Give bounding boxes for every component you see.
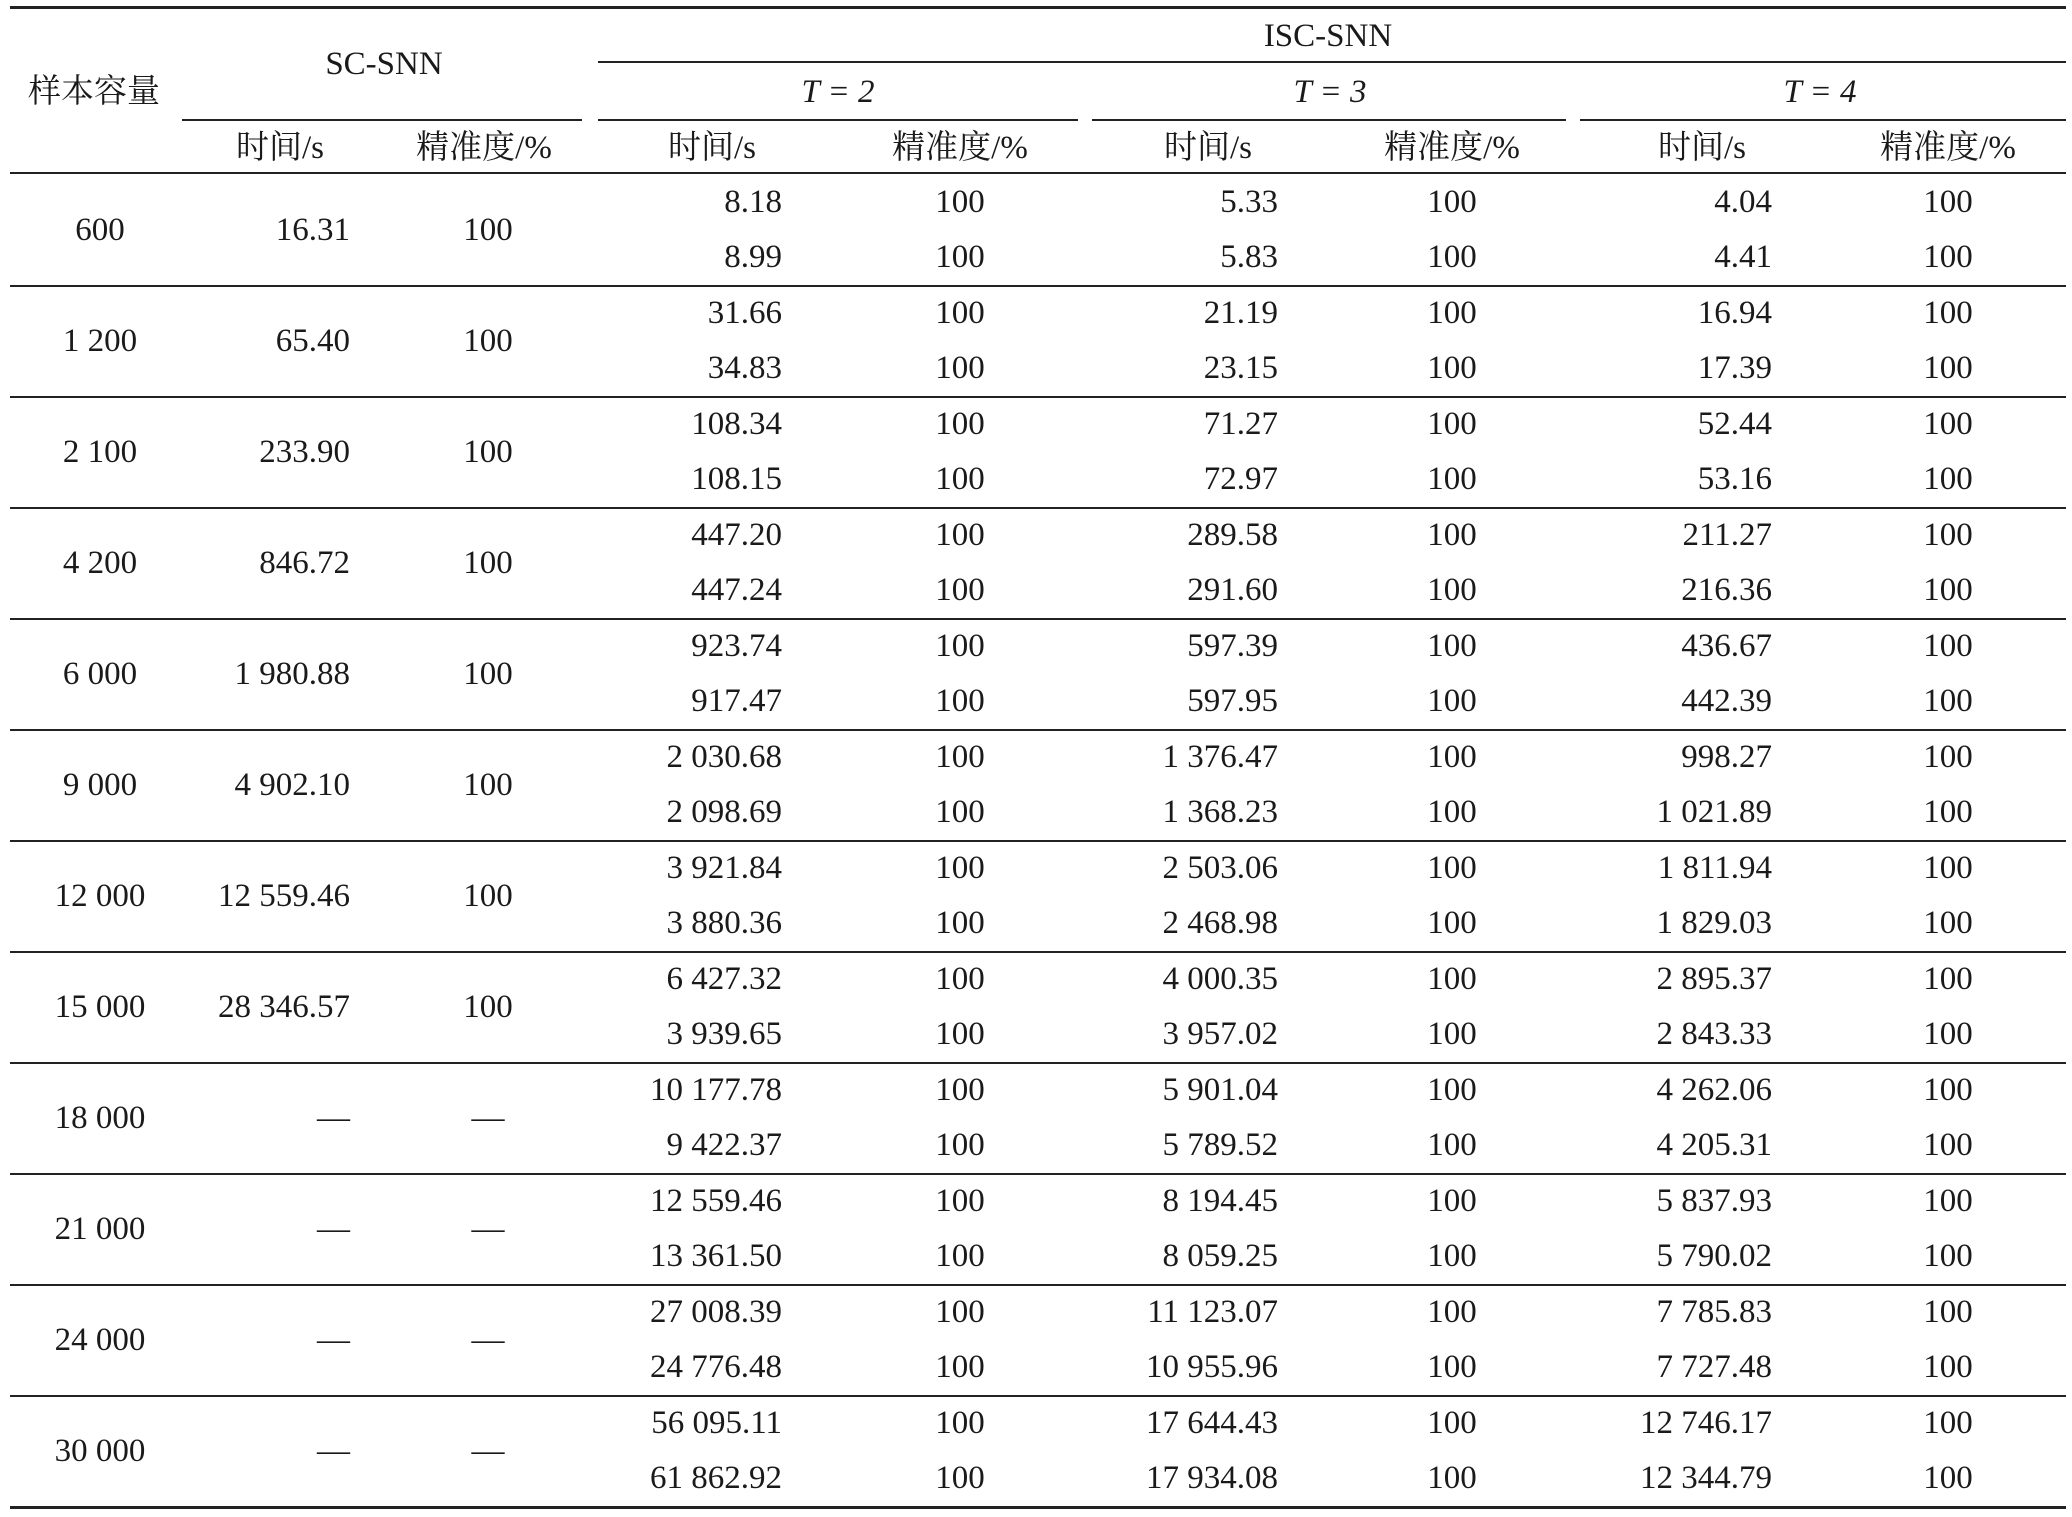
- sc-snn-accuracy-cell: 100: [463, 766, 513, 803]
- isc-t4-accuracy-cell: 100: [1923, 239, 1973, 276]
- header-accuracy: 精准度/%: [416, 130, 552, 166]
- isc-t3-time-cell: 289.58: [1187, 516, 1278, 553]
- isc-t4-accuracy-cell: 100: [1923, 794, 1973, 831]
- isc-t4-accuracy-cell: 100: [1923, 350, 1973, 387]
- isc-t3-time-cell: 5 789.52: [1162, 1127, 1278, 1164]
- sc-snn-time-cell: 4 902.10: [234, 766, 350, 803]
- sc-snn-time-cell: 12 559.46: [218, 877, 350, 914]
- isc-t2-time-cell: 34.83: [707, 350, 782, 387]
- isc-t2-accuracy-cell: 100: [935, 1293, 985, 1330]
- row-separator: [10, 1284, 2066, 1286]
- isc-t3-time-cell: 597.39: [1187, 627, 1278, 664]
- isc-t2-accuracy-cell: 100: [935, 905, 985, 942]
- sc-snn-accuracy-cell: 100: [463, 433, 513, 470]
- isc-t4-time-cell: 16.94: [1697, 294, 1772, 331]
- isc-t3-accuracy-cell: 100: [1427, 1293, 1477, 1330]
- isc-t2-accuracy-cell: 100: [935, 960, 985, 997]
- isc-t2-accuracy-cell: 100: [935, 239, 985, 276]
- isc-t4-time-cell: 216.36: [1681, 572, 1772, 609]
- row-separator: [10, 1062, 2066, 1064]
- isc-t3-accuracy-cell: 100: [1427, 738, 1477, 775]
- isc-t4-accuracy-cell: 100: [1923, 183, 1973, 220]
- isc-t2-accuracy-cell: 100: [935, 572, 985, 609]
- isc-t4-time-cell: 442.39: [1681, 683, 1772, 720]
- isc-t2-time-cell: 27 008.39: [650, 1293, 782, 1330]
- isc-t3-accuracy-cell: 100: [1427, 627, 1477, 664]
- isc-t2-accuracy-cell: 100: [935, 1460, 985, 1497]
- header-accuracy: 精准度/%: [1880, 130, 2016, 166]
- isc-t4-time-cell: 1 021.89: [1656, 794, 1772, 831]
- isc-t2-accuracy-cell: 100: [935, 350, 985, 387]
- sc-snn-time-cell: 1 980.88: [234, 655, 350, 692]
- row-separator: [10, 840, 2066, 842]
- sample-size-cell: 6 000: [62, 655, 138, 692]
- isc-t2-time-cell: 56 095.11: [651, 1404, 782, 1441]
- isc-t3-time-cell: 21.19: [1203, 294, 1278, 331]
- isc-t4-time-cell: 436.67: [1681, 627, 1772, 664]
- isc-t2-accuracy-cell: 100: [935, 294, 985, 331]
- isc-t2-time-cell: 31.66: [707, 294, 782, 331]
- sc-snn-time-cell: —: [317, 1210, 350, 1247]
- isc-t4-time-cell: 1 811.94: [1657, 849, 1772, 886]
- isc-t3-time-cell: 2 503.06: [1162, 849, 1278, 886]
- isc-t3-time-cell: 4 000.35: [1162, 960, 1278, 997]
- isc-t3-accuracy-cell: 100: [1427, 1071, 1477, 1108]
- t4-subheader-rule: [1580, 119, 2066, 121]
- isc-t3-accuracy-cell: 100: [1427, 239, 1477, 276]
- sc-snn-time-cell: 65.40: [275, 322, 350, 359]
- isc-t2-accuracy-cell: 100: [935, 1016, 985, 1053]
- isc-t4-accuracy-cell: 100: [1923, 1460, 1973, 1497]
- sample-size-cell: 2 100: [62, 433, 138, 470]
- sample-size-cell: 21 000: [54, 1210, 146, 1247]
- isc-t4-time-cell: 12 344.79: [1640, 1460, 1772, 1497]
- isc-t2-time-cell: 3 880.36: [666, 905, 782, 942]
- isc-t4-time-cell: 1 829.03: [1656, 905, 1772, 942]
- sc-snn-subheader-rule: [182, 119, 582, 121]
- sc-snn-accuracy-cell: 100: [463, 655, 513, 692]
- sc-snn-accuracy-cell: 100: [463, 988, 513, 1025]
- row-separator: [10, 951, 2066, 953]
- isc-t2-accuracy-cell: 100: [935, 516, 985, 553]
- sc-snn-time-cell: —: [317, 1432, 350, 1469]
- isc-t2-accuracy-cell: 100: [935, 461, 985, 498]
- sample-size-cell: 9 000: [62, 766, 138, 803]
- sample-size-cell: 30 000: [54, 1432, 146, 1469]
- isc-t4-accuracy-cell: 100: [1923, 461, 1973, 498]
- isc-snn-underline: [598, 61, 2066, 63]
- header-sample-size: 样本容量: [28, 74, 160, 110]
- isc-t3-accuracy-cell: 100: [1427, 1238, 1477, 1275]
- isc-t3-accuracy-cell: 100: [1427, 1182, 1477, 1219]
- header-isc-snn: ISC-SNN: [1263, 18, 1393, 54]
- isc-t4-accuracy-cell: 100: [1923, 627, 1973, 664]
- isc-t4-accuracy-cell: 100: [1923, 1016, 1973, 1053]
- sample-size-cell: 12 000: [54, 877, 146, 914]
- isc-t4-time-cell: 998.27: [1681, 738, 1772, 775]
- isc-t3-accuracy-cell: 100: [1427, 1016, 1477, 1053]
- isc-t3-time-cell: 5.33: [1220, 183, 1278, 220]
- sc-snn-accuracy-cell: 100: [463, 211, 513, 248]
- isc-t3-accuracy-cell: 100: [1427, 461, 1477, 498]
- isc-t2-accuracy-cell: 100: [935, 627, 985, 664]
- header-t-value: T = 4: [1783, 74, 1857, 110]
- isc-t4-accuracy-cell: 100: [1923, 1349, 1973, 1386]
- sample-size-cell: 1 200: [62, 322, 138, 359]
- row-separator: [10, 285, 2066, 287]
- isc-t2-time-cell: 8.18: [724, 183, 782, 220]
- isc-t4-time-cell: 2 895.37: [1656, 960, 1772, 997]
- isc-t3-accuracy-cell: 100: [1427, 794, 1477, 831]
- isc-t2-time-cell: 917.47: [691, 683, 782, 720]
- isc-t4-accuracy-cell: 100: [1923, 572, 1973, 609]
- isc-t4-time-cell: 53.16: [1697, 461, 1772, 498]
- isc-t4-time-cell: 4 205.31: [1656, 1127, 1772, 1164]
- isc-t4-accuracy-cell: 100: [1923, 294, 1973, 331]
- isc-t3-accuracy-cell: 100: [1427, 905, 1477, 942]
- isc-t4-accuracy-cell: 100: [1923, 1127, 1973, 1164]
- isc-t2-time-cell: 9 422.37: [666, 1127, 782, 1164]
- isc-t3-accuracy-cell: 100: [1427, 1349, 1477, 1386]
- sc-snn-time-cell: 16.31: [275, 211, 350, 248]
- isc-t3-accuracy-cell: 100: [1427, 960, 1477, 997]
- isc-t3-time-cell: 5 901.04: [1162, 1071, 1278, 1108]
- row-separator: [10, 396, 2066, 398]
- isc-t4-time-cell: 4.41: [1714, 239, 1772, 276]
- isc-t2-time-cell: 12 559.46: [650, 1182, 782, 1219]
- row-separator: [10, 1173, 2066, 1175]
- bottom-rule: [10, 1506, 2066, 1509]
- isc-t2-time-cell: 10 177.78: [650, 1071, 782, 1108]
- isc-t4-time-cell: 5 837.93: [1656, 1182, 1772, 1219]
- row-separator: [10, 507, 2066, 509]
- isc-t2-accuracy-cell: 100: [935, 1127, 985, 1164]
- isc-t2-time-cell: 8.99: [724, 239, 782, 276]
- isc-t4-time-cell: 7 785.83: [1656, 1293, 1772, 1330]
- header-t-value: T = 3: [1293, 74, 1367, 110]
- header-time: 时间/s: [235, 130, 325, 166]
- sample-size-cell: 18 000: [54, 1099, 146, 1136]
- sc-snn-accuracy-cell: 100: [463, 322, 513, 359]
- isc-t3-accuracy-cell: 100: [1427, 849, 1477, 886]
- header-time: 时间/s: [1163, 130, 1253, 166]
- isc-t4-accuracy-cell: 100: [1923, 683, 1973, 720]
- isc-t2-time-cell: 923.74: [691, 627, 782, 664]
- isc-t2-time-cell: 3 921.84: [666, 849, 782, 886]
- isc-t2-accuracy-cell: 100: [935, 738, 985, 775]
- isc-t3-time-cell: 71.27: [1203, 405, 1278, 442]
- isc-t2-accuracy-cell: 100: [935, 405, 985, 442]
- isc-t3-accuracy-cell: 100: [1427, 516, 1477, 553]
- t3-subheader-rule: [1092, 119, 1566, 121]
- isc-t3-time-cell: 17 934.08: [1146, 1460, 1278, 1497]
- isc-t2-accuracy-cell: 100: [935, 683, 985, 720]
- isc-t3-accuracy-cell: 100: [1427, 405, 1477, 442]
- isc-t2-time-cell: 108.34: [691, 405, 782, 442]
- isc-t4-accuracy-cell: 100: [1923, 738, 1973, 775]
- header-sc-snn: SC-SNN: [325, 46, 443, 82]
- isc-t4-accuracy-cell: 100: [1923, 516, 1973, 553]
- isc-t2-time-cell: 447.24: [691, 572, 782, 609]
- isc-t3-accuracy-cell: 100: [1427, 1404, 1477, 1441]
- isc-t3-time-cell: 2 468.98: [1162, 905, 1278, 942]
- isc-t2-accuracy-cell: 100: [935, 794, 985, 831]
- sc-snn-accuracy-cell: 100: [463, 544, 513, 581]
- sc-snn-time-cell: 846.72: [259, 544, 350, 581]
- isc-t3-time-cell: 17 644.43: [1146, 1404, 1278, 1441]
- isc-t2-time-cell: 6 427.32: [666, 960, 782, 997]
- isc-t3-time-cell: 8 059.25: [1162, 1238, 1278, 1275]
- isc-t2-accuracy-cell: 100: [935, 1349, 985, 1386]
- header-bottom-rule: [10, 172, 2066, 174]
- header-t-value: T = 2: [801, 74, 875, 110]
- isc-t4-accuracy-cell: 100: [1923, 1182, 1973, 1219]
- isc-t4-accuracy-cell: 100: [1923, 1238, 1973, 1275]
- isc-t4-accuracy-cell: 100: [1923, 849, 1973, 886]
- sc-snn-accuracy-cell: —: [471, 1099, 505, 1136]
- isc-t2-accuracy-cell: 100: [935, 1182, 985, 1219]
- header-time: 时间/s: [667, 130, 757, 166]
- isc-t3-time-cell: 5.83: [1220, 239, 1278, 276]
- isc-t2-time-cell: 108.15: [691, 461, 782, 498]
- isc-t3-time-cell: 72.97: [1203, 461, 1278, 498]
- row-separator: [10, 618, 2066, 620]
- sc-snn-accuracy-cell: —: [471, 1210, 505, 1247]
- sc-snn-accuracy-cell: 100: [463, 877, 513, 914]
- isc-t3-time-cell: 597.95: [1187, 683, 1278, 720]
- header-accuracy: 精准度/%: [892, 130, 1028, 166]
- header-time: 时间/s: [1657, 130, 1747, 166]
- isc-t2-time-cell: 2 098.69: [666, 794, 782, 831]
- isc-t3-accuracy-cell: 100: [1427, 683, 1477, 720]
- row-separator: [10, 1395, 2066, 1397]
- isc-t4-time-cell: 12 746.17: [1640, 1404, 1772, 1441]
- isc-t4-time-cell: 17.39: [1697, 350, 1772, 387]
- isc-t2-accuracy-cell: 100: [935, 1071, 985, 1108]
- top-rule: [10, 6, 2066, 9]
- isc-t3-time-cell: 1 368.23: [1162, 794, 1278, 831]
- sample-size-cell: 24 000: [54, 1321, 146, 1358]
- isc-t2-time-cell: 24 776.48: [650, 1349, 782, 1386]
- isc-t2-accuracy-cell: 100: [935, 1404, 985, 1441]
- isc-t2-accuracy-cell: 100: [935, 1238, 985, 1275]
- isc-t2-time-cell: 2 030.68: [666, 738, 782, 775]
- header-accuracy: 精准度/%: [1384, 130, 1520, 166]
- isc-t4-time-cell: 4 262.06: [1656, 1071, 1772, 1108]
- sample-size-cell: 4 200: [62, 544, 138, 581]
- sc-snn-accuracy-cell: —: [471, 1432, 505, 1469]
- isc-t3-time-cell: 11 123.07: [1147, 1293, 1278, 1330]
- isc-t4-accuracy-cell: 100: [1923, 1404, 1973, 1441]
- isc-t2-time-cell: 3 939.65: [666, 1016, 782, 1053]
- isc-t2-time-cell: 61 862.92: [650, 1460, 782, 1497]
- isc-t4-accuracy-cell: 100: [1923, 905, 1973, 942]
- isc-t2-time-cell: 13 361.50: [650, 1238, 782, 1275]
- isc-t3-accuracy-cell: 100: [1427, 572, 1477, 609]
- isc-t4-accuracy-cell: 100: [1923, 1071, 1973, 1108]
- isc-t3-accuracy-cell: 100: [1427, 294, 1477, 331]
- row-separator: [10, 729, 2066, 731]
- isc-t4-time-cell: 4.04: [1714, 183, 1772, 220]
- isc-t4-accuracy-cell: 100: [1923, 405, 1973, 442]
- isc-t4-time-cell: 211.27: [1682, 516, 1772, 553]
- isc-t3-time-cell: 3 957.02: [1162, 1016, 1278, 1053]
- sample-size-cell: 600: [75, 211, 125, 248]
- sc-snn-time-cell: —: [317, 1321, 350, 1358]
- isc-t3-time-cell: 10 955.96: [1146, 1349, 1278, 1386]
- isc-t2-accuracy-cell: 100: [935, 183, 985, 220]
- isc-t3-time-cell: 1 376.47: [1162, 738, 1278, 775]
- sc-snn-time-cell: 233.90: [259, 433, 350, 470]
- isc-t2-time-cell: 447.20: [691, 516, 782, 553]
- isc-t4-time-cell: 5 790.02: [1656, 1238, 1772, 1275]
- isc-t3-time-cell: 23.15: [1203, 350, 1278, 387]
- t2-subheader-rule: [598, 119, 1078, 121]
- isc-t4-accuracy-cell: 100: [1923, 1293, 1973, 1330]
- sc-snn-time-cell: —: [317, 1099, 350, 1136]
- sample-size-cell: 15 000: [54, 988, 146, 1025]
- sc-snn-accuracy-cell: —: [471, 1321, 505, 1358]
- isc-t4-accuracy-cell: 100: [1923, 960, 1973, 997]
- isc-t2-accuracy-cell: 100: [935, 849, 985, 886]
- isc-t4-time-cell: 52.44: [1697, 405, 1772, 442]
- sc-snn-time-cell: 28 346.57: [218, 988, 350, 1025]
- isc-t3-accuracy-cell: 100: [1427, 183, 1477, 220]
- isc-t4-time-cell: 2 843.33: [1656, 1016, 1772, 1053]
- isc-t3-accuracy-cell: 100: [1427, 350, 1477, 387]
- isc-t3-accuracy-cell: 100: [1427, 1127, 1477, 1164]
- isc-t4-time-cell: 7 727.48: [1656, 1349, 1772, 1386]
- isc-t3-time-cell: 291.60: [1187, 572, 1278, 609]
- isc-t3-time-cell: 8 194.45: [1162, 1182, 1278, 1219]
- isc-t3-accuracy-cell: 100: [1427, 1460, 1477, 1497]
